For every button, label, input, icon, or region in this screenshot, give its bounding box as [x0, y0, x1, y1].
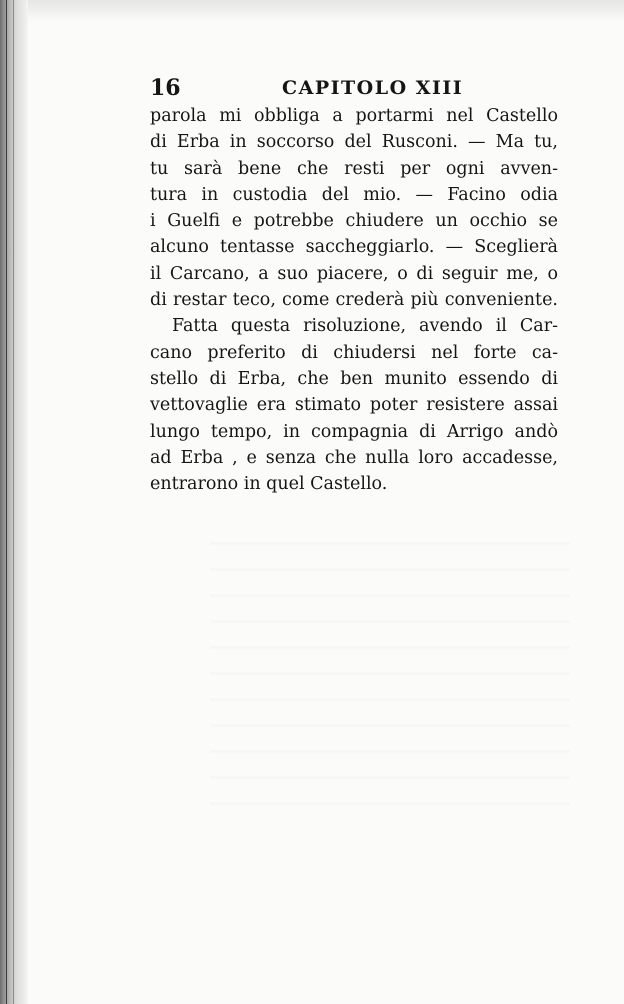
- text-line: di restar teco, come crederà più conveniente.: [150, 290, 558, 311]
- show-through-texture: [210, 520, 570, 820]
- text-line: i Guelfi e potrebbe chiudere un occhio se: [150, 211, 558, 232]
- book-spine-shadow: [0, 0, 28, 1004]
- paragraph-start-line: Fatta questa risoluzione, avendo il Car-: [172, 316, 558, 337]
- chapter-title: CAPITOLO XIII: [282, 77, 464, 99]
- text-line: tura in custodia del mio. — Facino odia: [150, 184, 558, 205]
- top-edge-shadow: [28, 0, 624, 22]
- body-text: [150, 103, 558, 497]
- running-header: [150, 75, 590, 105]
- text-line: stello di Erba, che ben munito essendo di: [150, 368, 558, 389]
- text-line: parola mi obbliga a portarmi nel Castello: [150, 106, 558, 126]
- page-number: 16: [150, 75, 181, 101]
- spine-edge-line: [13, 0, 14, 1004]
- text-line: vettovaglie era stimato poter resistere assai: [150, 395, 558, 416]
- text-line: di Erba in soccorso del Rusconi. — Ma tu,: [150, 132, 558, 153]
- paragraph-end-line: entrarono in quel Castello.: [150, 474, 388, 495]
- text-line: tu sarà bene che resti per ogni avven-: [150, 158, 558, 179]
- text-line: cano preferito di chiudersi nel forte ca-: [150, 342, 558, 363]
- text-line: ad Erba , e senza che nulla loro accadesse,: [150, 447, 558, 468]
- text-line: lungo tempo, in compagnia di Arrigo andò: [150, 421, 558, 442]
- text-line: alcuno tentasse saccheggiarlo. — Sceglierà: [150, 237, 558, 258]
- text-line: il Carcano, a suo piacere, o di seguir me, o: [150, 263, 558, 284]
- spine-edge-line: [6, 0, 7, 1004]
